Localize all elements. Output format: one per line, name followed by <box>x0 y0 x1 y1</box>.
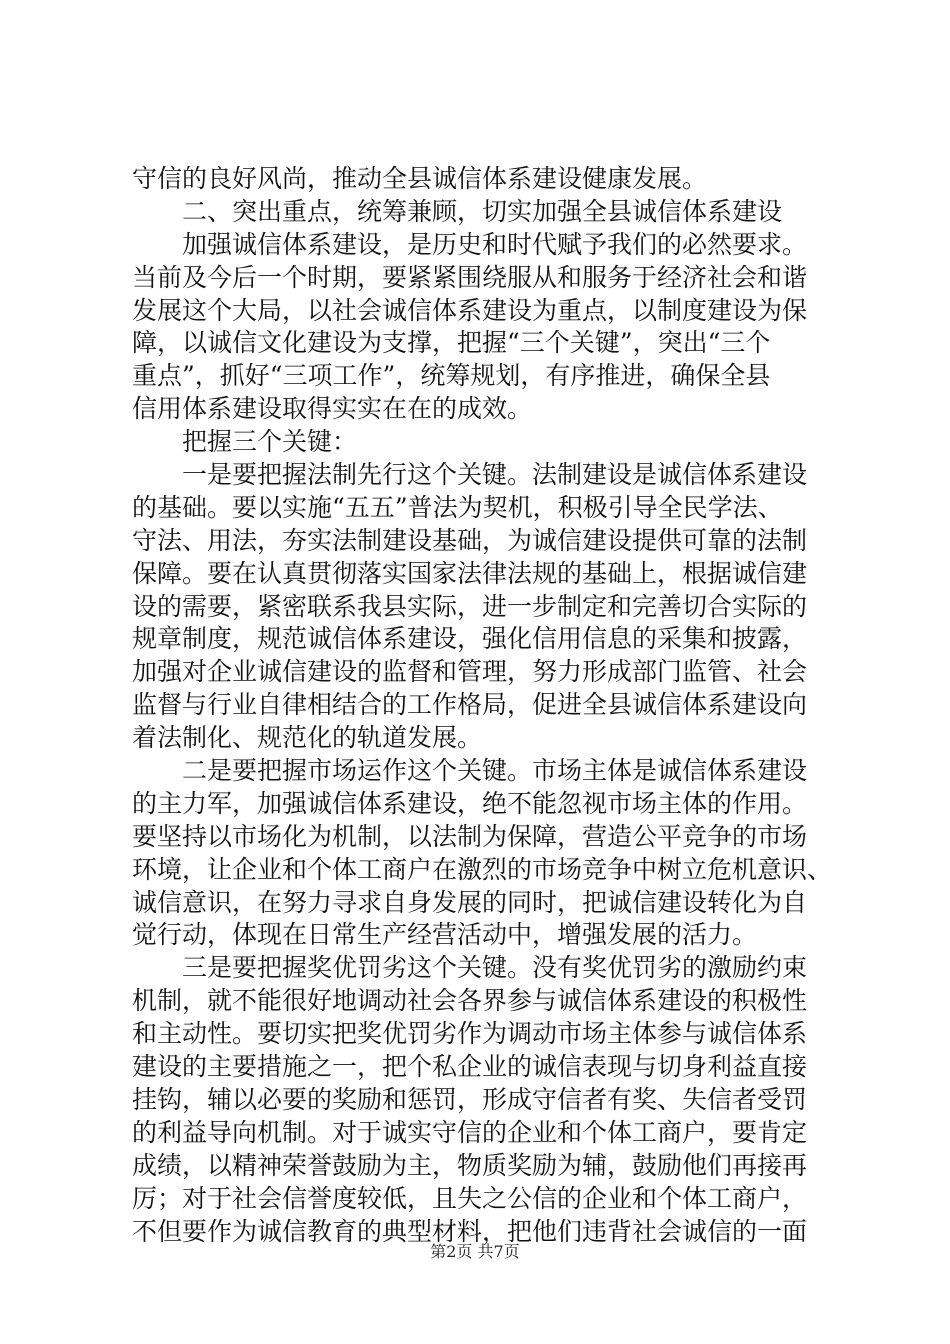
text-line: 的基础。要以实施“五五”普法为契机，积极引导全民学法、 <box>132 492 783 522</box>
text-line: 二是要把握市场运作这个关键。市场主体是诚信体系建设 <box>182 756 808 786</box>
text-line: 挂钩，辅以必要的奖励和惩罚，形成守信者有奖、失信者受罚 <box>132 1084 808 1114</box>
text-line: 三是要把握奖优罚劣这个关键。没有奖优罚劣的激励约束 <box>182 953 808 983</box>
text-line: 守法、用法，夯实法制建设基础，为诚信建设提供可靠的法制 <box>132 525 808 555</box>
text-line: 着法制化、规范化的轨道发展。 <box>132 723 483 753</box>
text-line: 环境，让企业和个体工商户在激烈的市场竞争中树立危机意识、 <box>132 854 832 884</box>
text-line: 要坚持以市场化为机制，以法制为保障，营造公平竞争的市场 <box>132 821 808 851</box>
text-line: 和主动性。要切实把奖优罚劣作为调动市场主体参与诚信体系 <box>132 1019 808 1049</box>
text-line: 建设的主要措施之一，把个私企业的诚信表现与切身利益直接 <box>132 1052 808 1082</box>
text-line: 二、突出重点，统筹兼顾，切实加强全县诚信体系建设 <box>182 196 783 226</box>
text-line: 不但要作为诚信教育的典型材料，把他们违背社会诚信的一面 <box>132 1216 808 1246</box>
text-line: 成绩，以精神荣誉鼓励为主，物质奖励为辅，鼓励他们再接再 <box>132 1150 808 1180</box>
text-line: 觉行动，体现在日常生产经营活动中，增强发展的活力。 <box>132 920 758 950</box>
text-line: 守信的良好风尚，推动全县诚信体系建设健康发展。 <box>132 164 708 193</box>
page-footer: 第2页 共7页 <box>430 1242 520 1261</box>
text-line: 保障。要在认真贯彻落实国家法律法规的基础上，根据诚信建 <box>132 558 808 588</box>
text-line: 规章制度，规范诚信体系建设，强化信用信息的采集和披露， <box>132 624 808 654</box>
text-line: 把握三个关键： <box>182 427 358 457</box>
text-line: 厉；对于社会信誉度较低，且失之公信的企业和个体工商户， <box>132 1183 808 1213</box>
text-line: 的利益导向机制。对于诚实守信的企业和个体工商户，要肯定 <box>132 1117 808 1147</box>
text-line: 诚信意识，在努力寻求自身发展的同时，把诚信建设转化为自 <box>132 887 808 917</box>
text-line: 障，以诚信文化建设为支撑，把握“三个关键”，突出“三个 <box>132 328 771 358</box>
text-line: 机制，就不能很好地调动社会各界参与诚信体系建设的积极性 <box>132 986 808 1016</box>
text-line: 的主力军，加强诚信体系建设，绝不能忽视市场主体的作用。 <box>132 788 808 818</box>
text-line: 设的需要，紧密联系我县实际，进一步制定和完善切合实际的 <box>132 591 808 621</box>
text-line: 信用体系建设取得实实在在的成效。 <box>132 394 533 424</box>
text-line: 重点”，抓好“三项工作”，统筹规划，有序推进，确保全县 <box>132 361 771 391</box>
text-line: 监督与行业自律相结合的工作格局，促进全县诚信体系建设向 <box>132 690 808 720</box>
document-body <box>132 163 832 1248</box>
text-line: 加强对企业诚信建设的监督和管理，努力形成部门监管、社会 <box>132 657 808 687</box>
text-line: 一是要把握法制先行这个关键。法制建设是诚信体系建设 <box>182 460 808 490</box>
text-line: 加强诚信体系建设，是历史和时代赋予我们的必然要求。 <box>182 229 808 259</box>
text-line: 当前及今后一个时期，要紧紧围绕服从和服务于经济社会和谐 <box>132 262 808 292</box>
text-line: 发展这个大局，以社会诚信体系建设为重点，以制度建设为保 <box>132 295 808 325</box>
